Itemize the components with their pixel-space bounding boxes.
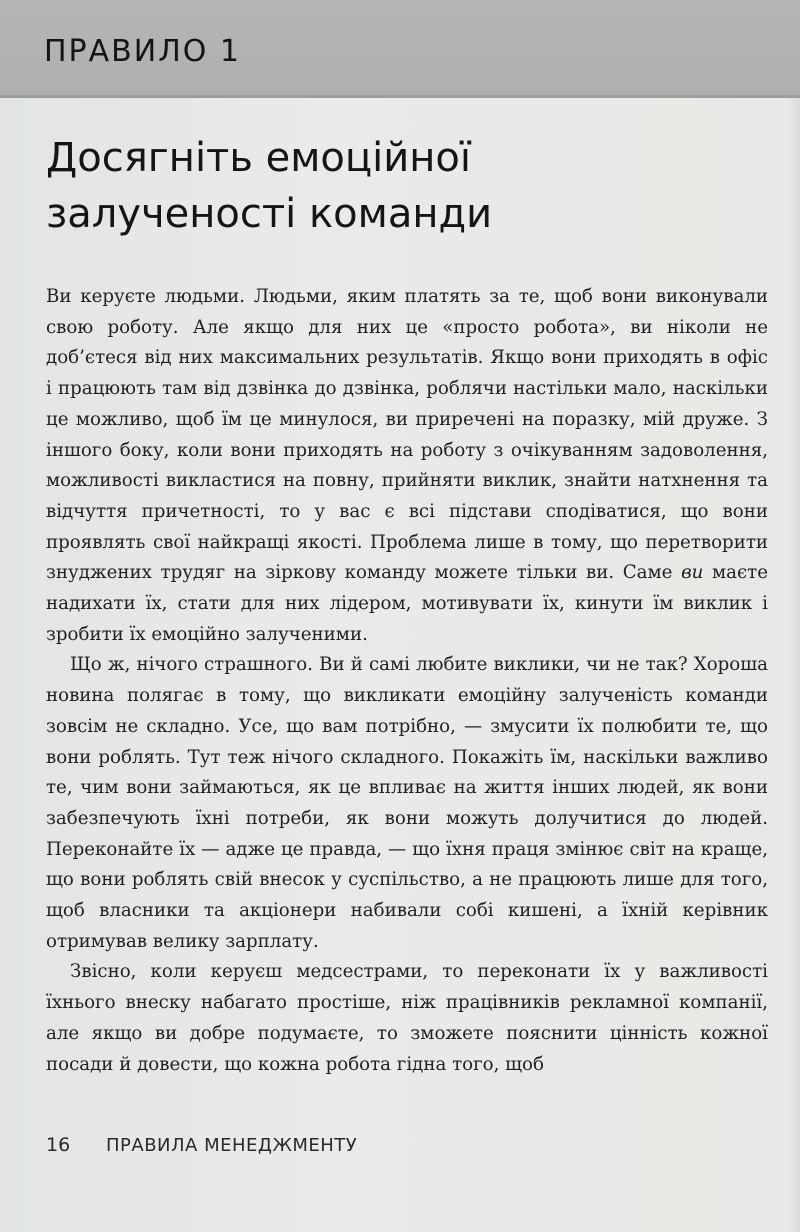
paragraph-1-part-1: Ви керуєте людьми. Людьми, яким платять за те, щоб вони виконували свою роботу. Але якщо для них це «просто робота», ви ніколи не доб’єтеся від них максимальних результатів. Якщо вони приходять в офіс і працюють там від дзвінка до дзвінка, роблячи настільки мало, наскільки це можливо, щоб їм це минулося, ви приречені на поразку, мій друже. З іншого боку, коли вони приходять на роботу з очікуванням задоволення, можливості викластися на повну, прийняти виклик, знайти натхнення та відчуття причетності, то у вас є всі підстави сподіватися, що вони проявлять свої найкращі якості. Проблема лише в тому, що перетворити знуджених трудяг на зіркову команду можете тільки ви. Саме [46, 286, 768, 584]
page-edge-shadow [788, 98, 800, 1232]
page-footer [46, 1134, 357, 1156]
paragraph-1-emphasis: ви [681, 562, 704, 584]
paragraph-1-part-2: маєте надихати їх, стати для них лідером, мотивувати їх, кинути їм виклик і зробити їх емоційно залученими. [46, 562, 768, 645]
body-text [46, 282, 768, 1080]
chapter-title [46, 130, 766, 242]
paragraph-2: Що ж, нічого страшного. Ви й самі любите виклики, чи не так? Хороша новина полягає в тому, що викликати емоційну залученість команди зовсім не складно. Усе, що вам потрібно, — змусити їх полюбити те, що вони роблять. Тут теж нічого складного. Покажіть їм, наскільки важливо те, чим вони займаються, як це впливає на життя інших людей, як вони забезпечують їхні потреби, як вони можуть долучитися до людей. Переконайте їх — адже це правда, — що їхня праця змінює світ на краще, що вони роблять свій внесок у суспільство, а не працюють лише для того, щоб власники та акціонери набивали собі кишені, а їхній керівник отримував велику зарплату. [46, 654, 768, 952]
paragraph-1 [46, 282, 768, 650]
chapter-title-line-1: Досягніть емоційної [46, 135, 471, 181]
rule-label: ПРАВИЛО 1 [44, 34, 241, 69]
paragraph-3: Звісно, коли керуєш медсестрами, то переконати їх у важливості їхнього внеску набагато простіше, ніж працівників рекламної компанії, але якщо ви добре подумаєте, то зможете пояснити цінність кожної посади й довести, що кожна робота гідна того, щоб [46, 961, 768, 1075]
chapter-title-line-2: залученості команди [46, 191, 493, 237]
running-title: ПРАВИЛА МЕНЕДЖМЕНТУ [106, 1135, 358, 1156]
chapter-header-band [0, 0, 800, 98]
page-number: 16 [46, 1134, 71, 1156]
